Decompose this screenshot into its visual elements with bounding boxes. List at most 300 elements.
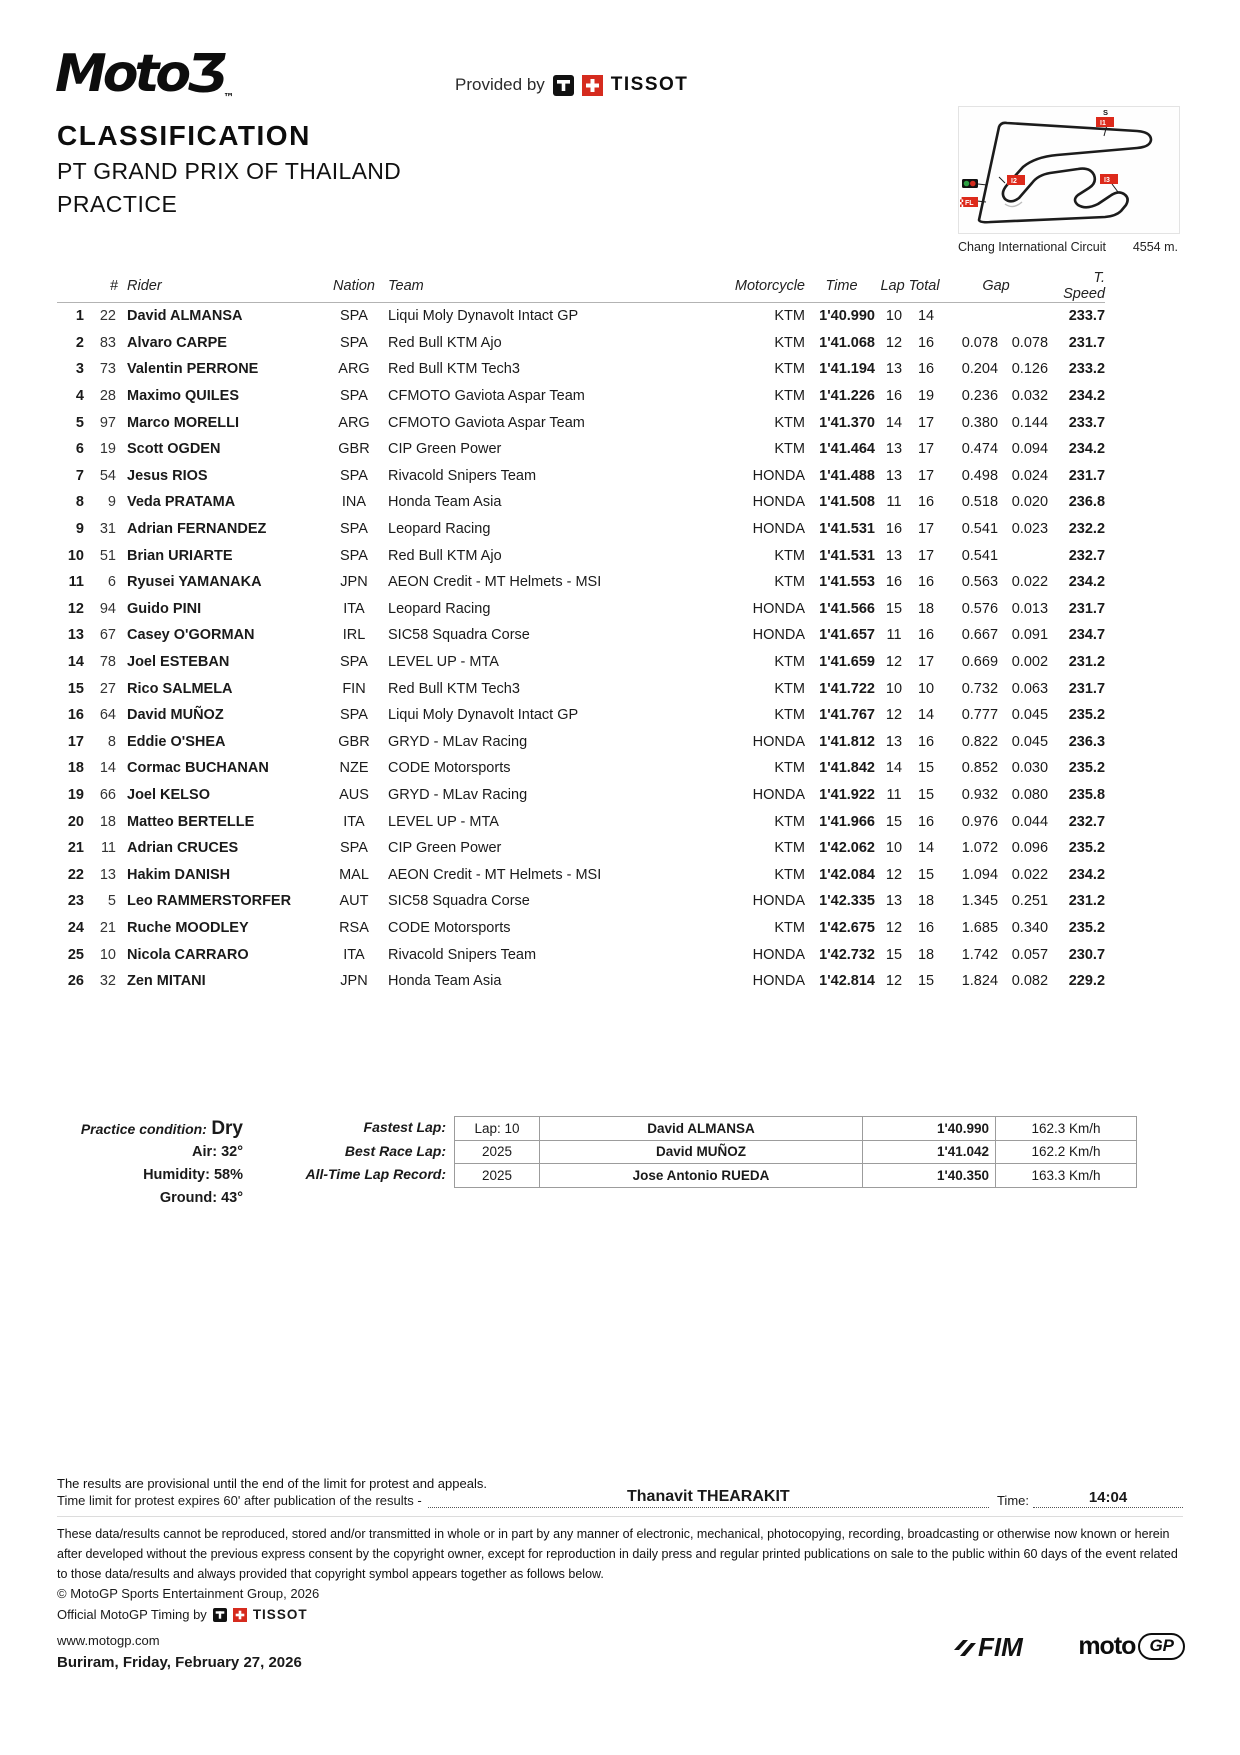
cell-time: 1'41.722: [819, 680, 875, 697]
location-date: Buriram, Friday, February 27, 2026: [57, 1654, 302, 1671]
cell-team: Leopard Racing: [388, 600, 491, 617]
cell-nation: SPA: [340, 547, 368, 564]
cell-lap: 11: [886, 494, 902, 511]
condition-row: [57, 1167, 243, 1190]
cell-bike: HONDA: [752, 973, 805, 990]
record-label: Fastest Lap:: [363, 1119, 446, 1135]
cell-time: 1'41.370: [819, 414, 875, 431]
cell-lap: 16: [885, 521, 903, 538]
cell-rider: Ryusei YAMANAKA: [127, 574, 262, 591]
cell-time: 1'42.675: [819, 919, 875, 936]
cell-num: 28: [99, 388, 116, 405]
cell-lap: 12: [885, 707, 903, 724]
cell-rider: Joel KELSO: [127, 786, 210, 803]
copyright-line: © MotoGP Sports Entertainment Group, 2026: [57, 1586, 320, 1601]
cell-gap_prev: 0.340: [1011, 919, 1049, 936]
cell-num: 21: [99, 919, 116, 936]
cell-lap: 10: [885, 680, 903, 697]
cell-lap: 13: [885, 467, 903, 484]
cell-gap_prev: 0.002: [1011, 654, 1049, 671]
cell-pos: 19: [67, 786, 84, 803]
cell-rider: Jesus RIOS: [127, 467, 208, 484]
cell-num: 94: [99, 600, 116, 617]
cell-bike: HONDA: [752, 494, 805, 511]
classification-rows: [57, 303, 1105, 995]
cell-total: 16: [917, 334, 935, 351]
website-url: www.motogp.com: [57, 1633, 160, 1648]
cell-speed: 233.7: [1068, 308, 1106, 325]
cell-time: 1'41.842: [819, 760, 875, 777]
cell-speed: 231.2: [1068, 893, 1106, 910]
cell-team: CIP Green Power: [388, 840, 502, 857]
cell-num: 14: [99, 760, 116, 777]
header-lap-total: Lap Total: [878, 270, 942, 303]
cell-gap_prev: 0.045: [1011, 707, 1049, 724]
cell-bike: HONDA: [752, 627, 805, 644]
cell-pos: 7: [75, 467, 84, 484]
circuit-map: [958, 106, 1180, 234]
cell-total: 18: [917, 893, 935, 910]
cell-pos: 6: [75, 441, 84, 458]
cell-bike: KTM: [774, 361, 805, 378]
header-number: #: [90, 270, 118, 303]
record-label: Best Race Lap:: [344, 1142, 446, 1159]
cell-gap_prev: [1002, 542, 1050, 569]
moto3-logo: [55, 44, 234, 104]
cell-total: 16: [917, 574, 935, 591]
cell-lap: 10: [885, 840, 903, 857]
records-panel: [262, 1116, 1137, 1188]
table-row: [57, 782, 1105, 809]
cell-speed: 234.2: [1068, 388, 1106, 405]
protest-note: Time limit for protest expires 60' after publication of the results -: [57, 1493, 422, 1508]
cell-gap_first: 0.078: [961, 334, 999, 351]
cell-speed: 233.2: [1068, 361, 1106, 378]
record-time: 1'40.350: [863, 1164, 996, 1188]
cell-total: 16: [917, 919, 935, 936]
cell-team: CODE Motorsports: [388, 760, 511, 777]
cell-num: 83: [99, 334, 116, 351]
sector2-tick: [999, 177, 1005, 183]
header-rider: Rider: [118, 270, 330, 303]
sector2-label: I2: [1011, 178, 1017, 185]
cell-gap_prev: 0.126: [1011, 361, 1049, 378]
sector1-label: I1: [1100, 120, 1106, 127]
classification-table: [57, 270, 1105, 994]
cell-total: 17: [917, 547, 935, 564]
cell-speed: 231.7: [1068, 467, 1106, 484]
record-speed: 162.3 Km/h: [996, 1117, 1137, 1141]
cell-rider: Nicola CARRARO: [127, 946, 249, 963]
cell-speed: 234.2: [1068, 441, 1106, 458]
cell-lap: 12: [885, 866, 903, 883]
circuit-length: 4554 m.: [1132, 240, 1178, 254]
cell-bike: HONDA: [752, 521, 805, 538]
cell-time: 1'41.767: [819, 707, 875, 724]
motogp-logo: [1078, 1632, 1185, 1661]
cell-lap: 11: [886, 627, 902, 644]
cell-time: 1'41.068: [819, 334, 875, 351]
cell-nation: MAL: [339, 866, 369, 883]
cell-rider: Guido PINI: [127, 600, 202, 617]
cell-rider: Valentin PERRONE: [127, 361, 259, 378]
table-row: [57, 569, 1105, 596]
cell-time: 1'42.062: [819, 840, 875, 857]
cell-nation: JPN: [340, 973, 368, 990]
records-table: [454, 1116, 1137, 1188]
cell-team: SIC58 Squadra Corse: [388, 893, 530, 910]
sector3-tick: [1112, 184, 1118, 192]
cell-speed: 236.8: [1068, 494, 1106, 511]
cell-lap: 15: [885, 600, 903, 617]
cell-gap_first: 1.824: [961, 973, 999, 990]
cell-gap_first: 0.474: [961, 441, 999, 458]
pit-lane: [1005, 202, 1022, 207]
cell-nation: AUT: [339, 893, 369, 910]
condition-value: 32°: [221, 1144, 243, 1160]
cell-pos: 15: [67, 680, 84, 697]
official-timing: [57, 1607, 308, 1622]
cell-num: 5: [107, 893, 116, 910]
cell-total: 10: [917, 680, 935, 697]
trademark-symbol: ™: [223, 91, 235, 104]
cell-nation: ITA: [343, 813, 365, 830]
cell-team: GRYD - MLav Racing: [388, 786, 528, 803]
cell-gap_prev: 0.057: [1011, 946, 1049, 963]
cell-pos: 12: [67, 600, 84, 617]
cell-lap: 12: [885, 334, 903, 351]
cell-nation: RSA: [339, 919, 369, 936]
cell-time: 1'41.531: [819, 547, 875, 564]
cell-speed: 231.7: [1068, 600, 1106, 617]
cell-gap_first: 0.576: [961, 600, 999, 617]
cell-gap_first: 0.667: [961, 627, 999, 644]
cell-speed: 235.2: [1068, 840, 1106, 857]
cell-bike: HONDA: [752, 600, 805, 617]
cell-total: 15: [917, 973, 935, 990]
cell-pos: 21: [67, 840, 84, 857]
cell-bike: KTM: [774, 760, 805, 777]
cell-gap_first: 0.777: [961, 707, 999, 724]
cell-num: 54: [99, 467, 116, 484]
cell-nation: SPA: [340, 707, 368, 724]
records-table-body: [455, 1117, 1137, 1188]
cell-pos: 13: [67, 627, 84, 644]
circuit-track-svg: [959, 107, 1179, 233]
table-row: [57, 383, 1105, 410]
cell-bike: KTM: [774, 813, 805, 830]
cell-total: 17: [917, 441, 935, 458]
record-col1: Lap: 10: [455, 1117, 540, 1141]
cell-gap_first: 0.204: [961, 361, 999, 378]
cell-pos: 4: [75, 388, 84, 405]
event-title: PT GRAND PRIX OF THAILAND: [57, 158, 402, 184]
table-row: [57, 436, 1105, 463]
signature-line: [428, 1488, 989, 1508]
cell-rider: Adrian CRUCES: [127, 840, 239, 857]
session-title: PRACTICE: [57, 191, 178, 217]
cell-lap: 14: [885, 760, 903, 777]
cell-gap_first: 0.732: [961, 680, 999, 697]
cell-lap: 13: [885, 733, 903, 750]
cell-speed: 231.7: [1068, 680, 1106, 697]
record-label: All-Time Lap Record:: [305, 1166, 446, 1182]
cell-nation: ITA: [343, 946, 365, 963]
cell-team: Liqui Moly Dynavolt Intact GP: [388, 308, 579, 325]
cell-time: 1'41.464: [819, 441, 875, 458]
cell-gap_prev: 0.030: [1011, 760, 1049, 777]
tissot-wordmark-small: TISSOT: [252, 1607, 308, 1622]
header-time: Time: [805, 270, 878, 303]
record-speed: 163.3 Km/h: [996, 1164, 1137, 1188]
cell-rider: Casey O'GORMAN: [127, 627, 255, 644]
cell-pos: 25: [67, 946, 84, 963]
cell-time: 1'42.732: [819, 946, 875, 963]
cell-rider: Scott OGDEN: [127, 441, 221, 458]
record-col1: 2025: [455, 1164, 540, 1188]
cell-bike: KTM: [774, 574, 805, 591]
cell-time: 1'41.226: [819, 388, 875, 405]
cell-gap_first: 0.236: [961, 388, 999, 405]
swiss-cross-icon-small: [233, 1608, 247, 1622]
cell-bike: KTM: [774, 919, 805, 936]
record-time: 1'41.042: [863, 1140, 996, 1164]
cell-num: 64: [99, 707, 116, 724]
record-name: David ALMANSA: [540, 1117, 863, 1141]
cell-gap_prev: 0.144: [1011, 414, 1049, 431]
cell-nation: SPA: [340, 840, 368, 857]
cell-gap_first: 1.685: [961, 919, 999, 936]
table-row: [57, 356, 1105, 383]
record-name: David MUÑOZ: [540, 1140, 863, 1164]
conditions-panel: [57, 1118, 243, 1213]
cell-bike: HONDA: [752, 467, 805, 484]
cell-time: 1'42.335: [819, 893, 875, 910]
cell-time: 1'41.657: [819, 627, 875, 644]
condition-row: [57, 1144, 243, 1167]
table-row: [57, 649, 1105, 676]
cell-gap_first: 0.852: [961, 760, 999, 777]
cell-lap: 12: [885, 973, 903, 990]
record-speed: 162.2 Km/h: [996, 1140, 1137, 1164]
cell-bike: KTM: [774, 707, 805, 724]
cell-nation: ARG: [338, 414, 370, 431]
bottom-logos: [952, 1630, 1185, 1662]
cell-lap: 13: [885, 547, 903, 564]
cell-total: 18: [917, 600, 935, 617]
cell-total: 16: [917, 494, 935, 511]
cell-lap: 15: [885, 946, 903, 963]
tissot-t-icon: [553, 75, 574, 96]
cell-rider: Brian URIARTE: [127, 547, 233, 564]
cell-gap_prev: 0.024: [1011, 467, 1049, 484]
cell-team: LEVEL UP - MTA: [388, 813, 499, 830]
cell-num: 51: [99, 547, 116, 564]
cell-time: 1'41.966: [819, 813, 875, 830]
condition-label: Air:: [192, 1144, 218, 1160]
table-row: [57, 542, 1105, 569]
cell-num: 19: [99, 441, 116, 458]
tissot-wordmark: TISSOT: [610, 74, 689, 95]
cell-pos: 20: [67, 813, 84, 830]
tissot-t-icon-small: [213, 1608, 227, 1622]
cell-team: Rivacold Snipers Team: [388, 467, 537, 484]
practice-condition-value: Dry: [211, 1118, 243, 1139]
cell-time: 1'42.084: [819, 866, 875, 883]
cell-nation: FIN: [342, 680, 366, 697]
cell-gap_prev: 0.063: [1011, 680, 1049, 697]
cell-gap_prev: [1002, 303, 1050, 330]
cell-bike: KTM: [774, 866, 805, 883]
header-motorcycle: Motorcycle: [715, 270, 805, 303]
cell-gap_first: 1.345: [961, 893, 999, 910]
cell-pos: 8: [75, 494, 84, 511]
cell-total: 17: [917, 654, 935, 671]
cell-time: 1'40.990: [819, 308, 875, 325]
cell-total: 16: [917, 361, 935, 378]
cell-gap_first: 0.932: [961, 786, 999, 803]
provisional-note: The results are provisional until the end of the limit for protest and appeals.: [57, 1476, 487, 1491]
cell-time: 1'41.488: [819, 467, 875, 484]
cell-team: Honda Team Asia: [388, 494, 502, 511]
table-row: [57, 888, 1105, 915]
cell-team: CFMOTO Gaviota Aspar Team: [388, 388, 585, 405]
condition-value: 58%: [213, 1167, 243, 1183]
cell-gap_prev: 0.082: [1011, 973, 1049, 990]
cell-bike: KTM: [774, 680, 805, 697]
cell-bike: KTM: [774, 441, 805, 458]
cell-bike: KTM: [774, 334, 805, 351]
cell-speed: 234.2: [1068, 574, 1106, 591]
cell-total: 15: [917, 786, 935, 803]
cell-pos: 23: [67, 893, 84, 910]
cell-time: 1'41.508: [819, 494, 875, 511]
cell-team: AEON Credit - MT Helmets - MSI: [388, 574, 602, 591]
cell-nation: SPA: [340, 467, 368, 484]
cell-total: 15: [917, 760, 935, 777]
cell-gap_first: 1.742: [961, 946, 999, 963]
cell-gap_prev: 0.094: [1011, 441, 1049, 458]
table-row: [57, 463, 1105, 490]
cell-gap_prev: 0.022: [1011, 866, 1049, 883]
cell-total: 15: [917, 866, 935, 883]
cell-lap: 16: [885, 388, 903, 405]
cell-nation: NZE: [339, 760, 369, 777]
cell-gap_prev: 0.045: [1011, 733, 1049, 750]
cell-bike: KTM: [774, 547, 805, 564]
condition-label: Humidity:: [143, 1167, 210, 1183]
cell-rider: Leo RAMMERSTORFER: [127, 893, 292, 910]
cell-nation: IRL: [342, 627, 366, 644]
condition-row: [57, 1190, 243, 1213]
cell-rider: Cormac BUCHANAN: [127, 760, 269, 777]
cell-nation: AUS: [339, 786, 369, 803]
table-row: [57, 755, 1105, 782]
cell-total: 16: [917, 627, 935, 644]
circuit-caption: [958, 240, 1178, 254]
cell-gap_prev: 0.080: [1011, 786, 1049, 803]
cell-gap_prev: 0.032: [1011, 388, 1049, 405]
cell-team: Red Bull KTM Tech3: [388, 361, 520, 378]
cell-team: Leopard Racing: [388, 521, 491, 538]
cell-rider: David ALMANSA: [127, 308, 243, 325]
cell-num: 66: [99, 786, 116, 803]
cell-gap_prev: 0.023: [1011, 521, 1049, 538]
cell-gap_prev: 0.096: [1011, 840, 1049, 857]
cell-bike: KTM: [774, 840, 805, 857]
cell-lap: 14: [885, 414, 903, 431]
cell-num: 32: [99, 973, 116, 990]
page-title: CLASSIFICATION: [57, 120, 311, 151]
cell-team: SIC58 Squadra Corse: [388, 627, 530, 644]
cell-rider: David MUÑOZ: [127, 707, 224, 724]
cell-nation: SPA: [340, 654, 368, 671]
cell-total: 17: [917, 414, 935, 431]
table-row: [57, 702, 1105, 729]
cell-speed: 235.8: [1068, 786, 1106, 803]
motogp-logo-gp: GP: [1138, 1633, 1185, 1660]
cell-gap_first: 0.541: [961, 547, 999, 564]
legal-text: These data/results cannot be reproduced, stored and/or transmitted in whole or in part by any manner of electronic, mechanical, photocopying, recording, broadcasting or otherwise now known or herein after developed without the previous express consent by the copyright owner, except for reproduction in daily press and regular printed publications on sale to the public within 60 days of the event related to those data/results and always provided that copyright symbol appears together as follows below.: [57, 1516, 1183, 1584]
cell-lap: 11: [886, 786, 902, 803]
cell-nation: SPA: [340, 308, 368, 325]
header-nation: Nation: [330, 270, 378, 303]
cell-bike: HONDA: [752, 946, 805, 963]
cell-pos: 16: [67, 707, 84, 724]
table-header-row: [57, 270, 1105, 303]
cell-lap: 16: [885, 574, 903, 591]
finish-line-tick: [977, 201, 986, 202]
cell-bike: KTM: [774, 654, 805, 671]
condition-label: Ground:: [159, 1190, 218, 1206]
cell-rider: Veda PRATAMA: [127, 494, 236, 511]
cell-total: 16: [917, 813, 935, 830]
cell-num: 11: [100, 840, 116, 857]
cell-total: 18: [917, 946, 935, 963]
cell-pos: 24: [67, 919, 84, 936]
timing-by-label: Official MotoGP Timing by: [57, 1607, 207, 1622]
cell-gap_prev: 0.022: [1011, 574, 1049, 591]
cell-nation: ITA: [343, 600, 365, 617]
cell-rider: Matteo BERTELLE: [127, 813, 255, 830]
record-col1: 2025: [455, 1140, 540, 1164]
cell-pos: 14: [67, 654, 84, 671]
header-team: Team: [378, 270, 715, 303]
cell-pos: 2: [75, 334, 84, 351]
header-position: [57, 270, 90, 303]
cell-time: 1'42.814: [819, 973, 875, 990]
time-label: Time:: [996, 1493, 1029, 1508]
sector3-label: I3: [1104, 177, 1110, 184]
cell-gap_first: 0.669: [961, 654, 999, 671]
cell-num: 18: [99, 813, 116, 830]
cell-nation: SPA: [340, 521, 368, 538]
publication-time: 14:04: [1088, 1489, 1128, 1506]
cell-bike: HONDA: [752, 893, 805, 910]
cell-team: CFMOTO Gaviota Aspar Team: [388, 414, 585, 431]
cell-gap_prev: 0.251: [1011, 893, 1049, 910]
cell-time: 1'41.922: [819, 786, 875, 803]
cell-rider: Rico SALMELA: [127, 680, 233, 697]
cell-pos: 3: [75, 361, 84, 378]
cell-gap_first: 0.976: [961, 813, 999, 830]
cell-nation: JPN: [340, 574, 368, 591]
practice-condition-label: Practice condition:: [80, 1121, 207, 1137]
cell-speed: 232.2: [1068, 521, 1106, 538]
cell-total: 14: [917, 840, 935, 857]
cell-lap: 12: [885, 654, 903, 671]
cell-pos: 10: [67, 547, 84, 564]
